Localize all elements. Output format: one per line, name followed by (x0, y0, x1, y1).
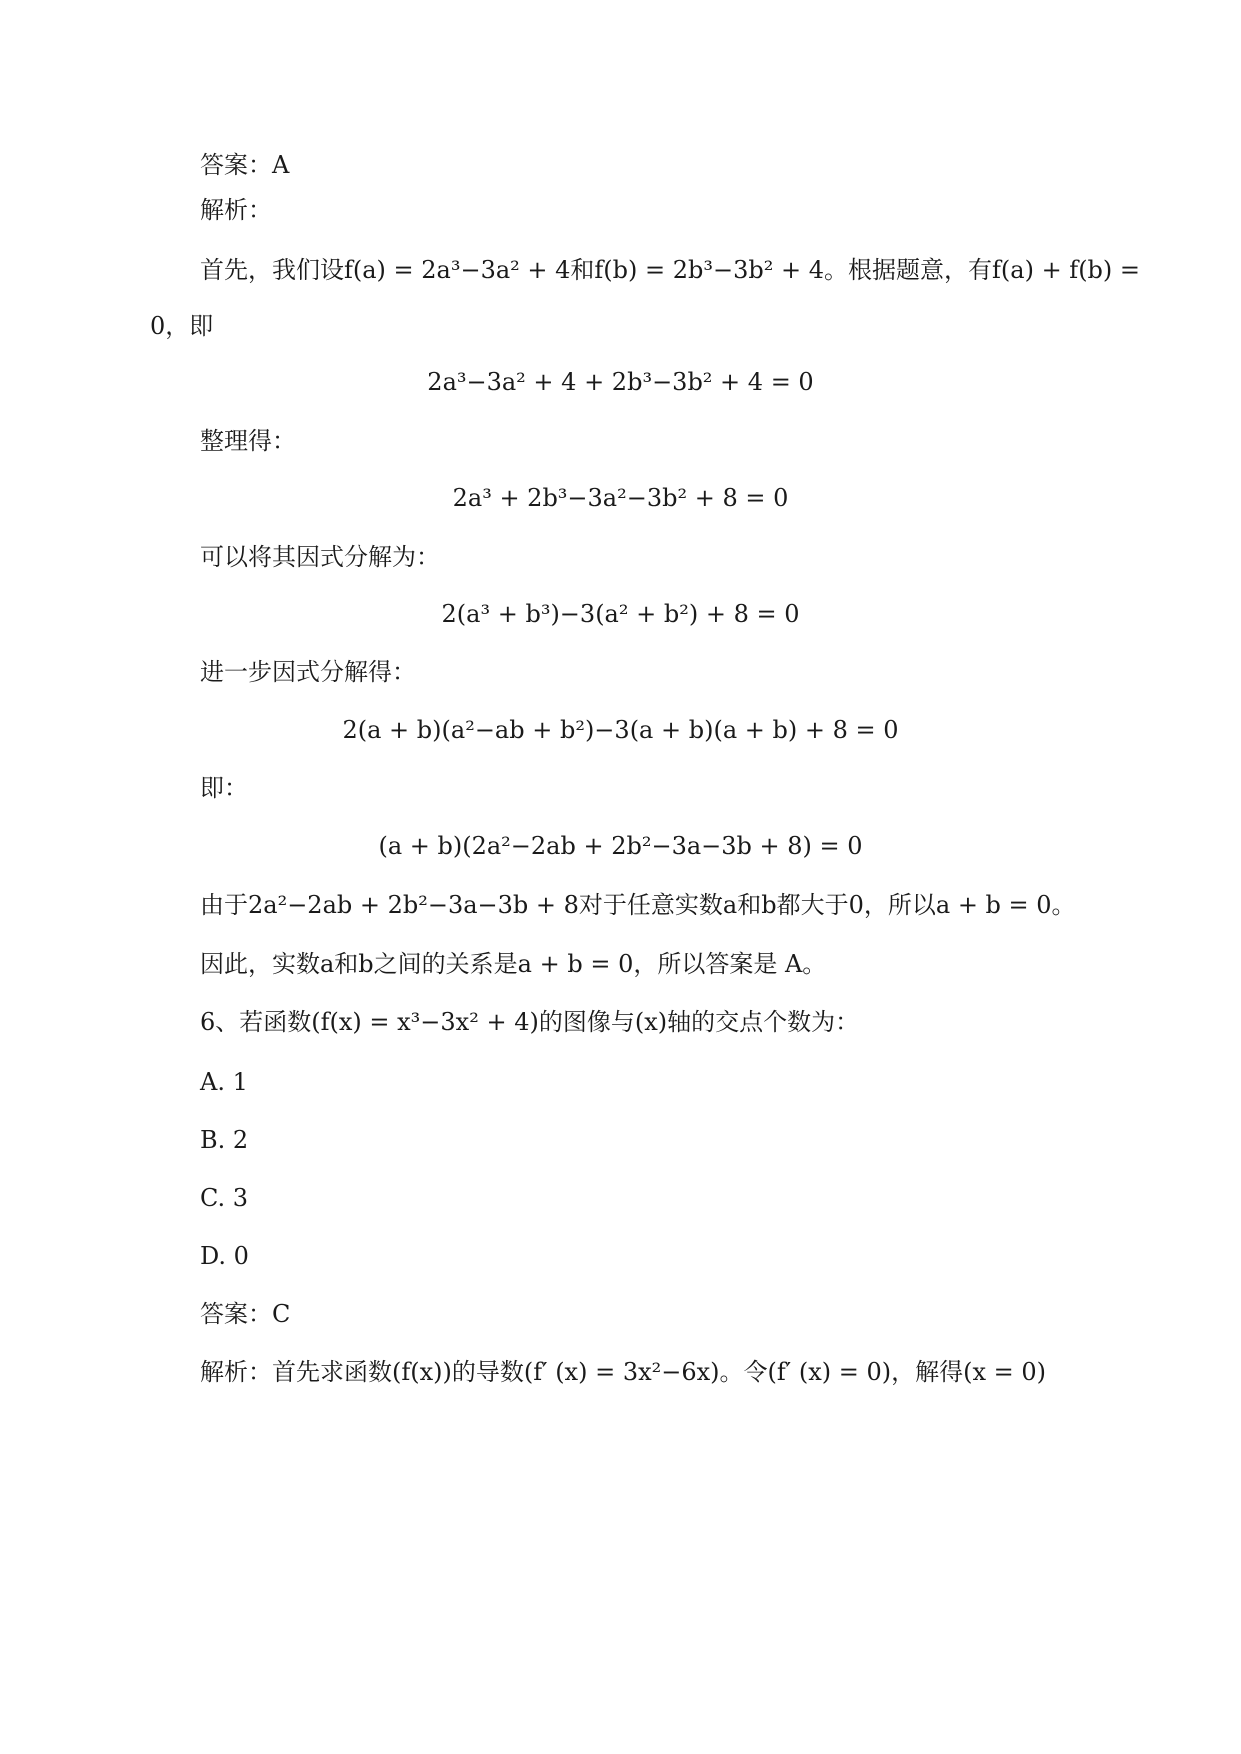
paragraph-line: 0，即 (150, 312, 214, 340)
analysis-line: 解析：首先求函数(f(x))的导数(f′ (x) = 3x²−6x)。令(f′ (x) = 0)，解得(x = 0) (200, 1358, 1047, 1386)
equation: 2a³−3a² + 4 + 2b³−3b² + 4 = 0 (427, 368, 814, 396)
analysis-label: 解析： (200, 196, 272, 224)
option-c: C. 3 (200, 1184, 249, 1212)
option-d: D. 0 (200, 1242, 249, 1270)
paragraph-line: 因此，实数a和b之间的关系是a + b = 0，所以答案是 A。 (200, 950, 827, 978)
equation: 2(a³ + b³)−3(a² + b²) + 8 = 0 (441, 600, 800, 628)
paragraph-line: 由于2a²−2ab + 2b²−3a−3b + 8对于任意实数a和b都大于0，所以a + b = 0。 (200, 891, 1076, 919)
step-label: 进一步因式分解得： (200, 658, 416, 686)
answer-line: 答案：A (200, 151, 290, 179)
equation: 2a³ + 2b³−3a²−3b² + 8 = 0 (452, 484, 789, 512)
step-label: 整理得： (200, 427, 296, 455)
step-label: 即： (200, 774, 248, 802)
answer-line: 答案：C (200, 1300, 291, 1328)
equation: 2(a + b)(a²−ab + b²)−3(a + b)(a + b) + 8 = 0 (342, 716, 899, 744)
option-b: B. 2 (200, 1126, 249, 1154)
step-label: 可以将其因式分解为： (200, 543, 440, 571)
question-stem: 6、若函数(f(x) = x³−3x² + 4)的图像与(x)轴的交点个数为： (200, 1008, 860, 1036)
equation: (a + b)(2a²−2ab + 2b²−3a−3b + 8) = 0 (378, 832, 863, 860)
option-a: A. 1 (200, 1068, 248, 1096)
paragraph-line: 首先，我们设f(a) = 2a³−3a² + 4和f(b) = 2b³−3b² + 4。根据题意，有f(a) + f(b) = (200, 256, 1141, 284)
